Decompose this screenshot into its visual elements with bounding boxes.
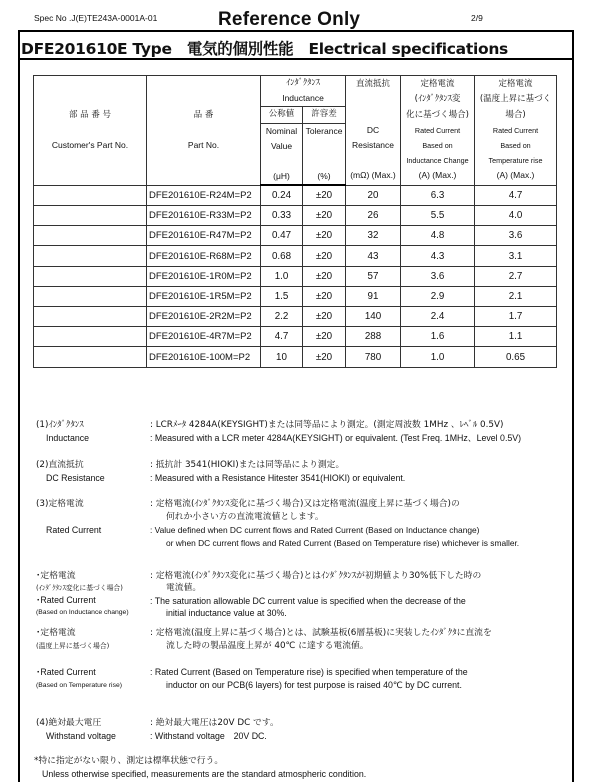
rated-current-inductance-header-en3: Inductance Change: [406, 156, 469, 166]
note2-label-ja: (2)直流抵抗: [36, 460, 84, 470]
dc-resistance-cell: 26: [346, 206, 401, 226]
tolerance-cell: ±20: [303, 185, 346, 205]
tolerance-cell: ±20: [303, 347, 346, 367]
nominal-inductance-cell: 1.5: [261, 286, 303, 306]
note7-text-ja: : 絶対最大電圧は20V DC です。: [150, 718, 279, 728]
nominal-inductance-cell: 2.2: [261, 307, 303, 327]
part-no-header: [147, 76, 261, 186]
part-number-cell: DFE201610E-R33M=P2: [147, 206, 261, 226]
note2-text-en: : Measured with a Resistance Hitester 3541(HIOKI) or equivalent.: [150, 473, 406, 483]
rated-current-inductance-unit: (A) (Max.): [418, 170, 457, 181]
note4-text-en1: : The saturation allowable DC current value is specified when the decrease of the: [150, 596, 466, 606]
part-number-cell: DFE201610E-4R7M=P2: [147, 327, 261, 347]
rated-current-inductance-cell: 4.3: [401, 246, 475, 266]
rated-current-inductance-header-en2: Based on: [422, 141, 453, 151]
rated-current-temperature-header: [475, 76, 557, 186]
note7-label-en: Withstand voltage: [46, 731, 116, 741]
rated-current-temperature-cell: 4.0: [475, 206, 557, 226]
footer-note-en: Unless otherwise specified, measurements are the standard atmospheric condition.: [42, 769, 367, 779]
tolerance-cell: ±20: [303, 246, 346, 266]
customer-part-cell: [34, 246, 147, 266]
dc-resistance-cell: 43: [346, 246, 401, 266]
note7-text-en: : Withstand voltage 20V DC.: [150, 731, 267, 741]
dc-resistance-unit: (mΩ) (Max.): [350, 170, 396, 181]
nominal-inductance-cell: 0.24: [261, 185, 303, 205]
electrical-spec-table: [33, 75, 557, 368]
note3-label-en: Rated Current: [46, 525, 102, 535]
dc-resistance-cell: 140: [346, 307, 401, 327]
nominal-header: [261, 123, 303, 185]
rated-current-inductance-cell: 6.3: [401, 185, 475, 205]
rated-current-temperature-cell: 2.1: [475, 286, 557, 306]
rated-current-temperature-header-ja-sub2: 場合): [505, 109, 526, 120]
rated-current-inductance-header-ja-sub2: 化に基づく場合): [406, 109, 469, 120]
part-number-cell: DFE201610E-1R5M=P2: [147, 286, 261, 306]
table-row: [34, 185, 557, 205]
note6-text-en2: inductor on our PCB(6 layers) for test purpose is raised 40℃ by DC current.: [166, 680, 462, 690]
inductance-header-ja: ｲﾝﾀﾞｸﾀﾝｽ: [285, 78, 320, 88]
rated-current-temperature-cell: 1.1: [475, 327, 557, 347]
note2-text-ja: : 抵抗計 3541(HIOKI)または同等品により測定。: [150, 460, 345, 470]
customer-part-header: [34, 76, 147, 186]
dc-resistance-cell: 91: [346, 286, 401, 306]
customer-part-cell: [34, 226, 147, 246]
customer-part-cell: [34, 307, 147, 327]
dc-resistance-cell: 780: [346, 347, 401, 367]
footer-note-ja: *特に指定がない限り、測定は標準状態で行う。: [34, 756, 224, 766]
table-row: [34, 226, 557, 246]
note6-label-en-sub: (Based on Temperature rise): [36, 682, 123, 689]
table-row: [34, 347, 557, 367]
tolerance-header-ja: [303, 107, 346, 123]
note6-label-en: ･Rated Current: [36, 667, 96, 677]
nominal-unit: (μH): [273, 171, 290, 182]
rated-current-inductance-cell: 2.4: [401, 307, 475, 327]
customer-part-header-en: Customer's Part No.: [51, 139, 129, 150]
part-number-cell: DFE201610E-R68M=P2: [147, 246, 261, 266]
note3-text-en1: : Value defined when DC current flows and Rated Current (Based on Inductance change): [150, 525, 480, 535]
tolerance-header-ja-text: 許容差: [311, 109, 337, 120]
table-row: [34, 286, 557, 306]
rated-current-temperature-cell: 4.7: [475, 185, 557, 205]
note5-text-ja2: 流した時の製品温度上昇が 40℃ に達する電流値。: [166, 641, 369, 651]
rated-current-inductance-cell: 4.8: [401, 226, 475, 246]
part-number-cell: DFE201610E-R47M=P2: [147, 226, 261, 246]
note6-text-en1: : Rated Current (Based on Temperature rise) is specified when temperature of the: [150, 667, 468, 677]
rated-current-inductance-header-ja-sub1: (ｲﾝﾀﾞｸﾀﾝｽ変: [414, 94, 461, 105]
nominal-inductance-cell: 0.47: [261, 226, 303, 246]
part-number-cell: DFE201610E-2R2M=P2: [147, 307, 261, 327]
tolerance-cell: ±20: [303, 307, 346, 327]
rated-current-inductance-cell: 1.6: [401, 327, 475, 347]
nominal-inductance-cell: 0.33: [261, 206, 303, 226]
dc-resistance-header-ja: 直流抵抗: [355, 79, 390, 90]
rated-current-inductance-cell: 5.5: [401, 206, 475, 226]
title-rule: [18, 58, 574, 60]
dc-resistance-cell: 57: [346, 266, 401, 286]
document-title: DFE201610E Type 電気的個別性能 Electrical specifications: [21, 40, 508, 58]
customer-part-cell: [34, 327, 147, 347]
tolerance-cell: ±20: [303, 226, 346, 246]
tolerance-cell: ±20: [303, 286, 346, 306]
note4-label-en: ･Rated Current: [36, 595, 96, 605]
rated-current-inductance-cell: 1.0: [401, 347, 475, 367]
table-row: [34, 327, 557, 347]
part-no-header-en: Part No.: [187, 139, 220, 150]
dc-resistance-cell: 20: [346, 185, 401, 205]
tolerance-cell: ±20: [303, 206, 346, 226]
rated-current-temperature-header-ja-sub1: (温度上昇に基づく: [479, 94, 552, 105]
rated-current-temperature-cell: 0.65: [475, 347, 557, 367]
note4-text-ja2: 電流値。: [166, 583, 202, 593]
dc-resistance-header: [346, 76, 401, 186]
tolerance-header-en: Tolerance: [305, 125, 343, 136]
customer-part-cell: [34, 206, 147, 226]
part-no-header-ja: 品 番: [193, 109, 214, 120]
rated-current-temperature-header-en3: Temperature rise: [488, 156, 543, 166]
note1-label-ja: (1)ｲﾝﾀﾞｸﾀﾝｽ: [36, 420, 84, 430]
note4-label-ja-sub: (ｲﾝﾀﾞｸﾀﾝｽ変化に基づく場合): [36, 584, 123, 592]
rated-current-temperature-header-en1: Rated Current: [492, 125, 539, 135]
reference-only-heading: Reference Only: [218, 9, 361, 30]
dc-resistance-cell: 288: [346, 327, 401, 347]
dc-resistance-cell: 32: [346, 226, 401, 246]
note7-label-ja: (4)絶対最大電圧: [36, 718, 102, 728]
note1-text-ja: : LCRﾒｰﾀ 4284A(KEYSIGHT)または同等品により測定。(測定周波数 1MHz 、ﾚﾍﾞﾙ 0.5V): [150, 420, 504, 430]
note3-label-ja: (3)定格電流: [36, 499, 84, 509]
table-row: [34, 266, 557, 286]
page-number: 2/9: [471, 13, 483, 23]
part-number-cell: DFE201610E-R24M=P2: [147, 185, 261, 205]
note3-text-ja1: : 定格電流(ｲﾝﾀﾞｸﾀﾝｽ変化に基づく場合)又は定格電流(温度上昇に基づく場合)の: [150, 499, 460, 509]
table-row: [34, 307, 557, 327]
nominal-header-en2: Value: [270, 140, 293, 151]
rated-current-temperature-cell: 3.1: [475, 246, 557, 266]
rated-current-temperature-cell: 2.7: [475, 266, 557, 286]
spec-number: Spec No .J(E)TE243A-0001A-01: [34, 13, 158, 23]
note5-label-ja-sub: (温度上昇に基づく場合): [36, 642, 110, 650]
dc-resistance-header-en2: Resistance: [351, 140, 395, 151]
note1-text-en: : Measured with a LCR meter 4284A(KEYSIGHT) or equivalent. (Test Freq. 1MHz、Level 0.5V): [150, 433, 522, 443]
rated-current-inductance-header: [401, 76, 475, 186]
customer-part-cell: [34, 347, 147, 367]
nominal-inductance-cell: 0.68: [261, 246, 303, 266]
rated-current-inductance-cell: 2.9: [401, 286, 475, 306]
rated-current-temperature-unit: (A) (Max.): [496, 170, 535, 181]
part-number-cell: DFE201610E-1R0M=P2: [147, 266, 261, 286]
note4-text-ja1: : 定格電流(ｲﾝﾀﾞｸﾀﾝｽ変化に基づく場合)とはｲﾝﾀﾞｸﾀﾝｽが初期値より30%低下した時の: [150, 571, 482, 581]
rated-current-temperature-cell: 3.6: [475, 226, 557, 246]
tolerance-cell: ±20: [303, 327, 346, 347]
inductance-header: [261, 76, 346, 107]
note5-label-ja: ･定格電流: [36, 628, 76, 638]
note4-label-ja: ･定格電流: [36, 571, 76, 581]
tolerance-unit: (%): [317, 171, 331, 182]
note5-text-ja1: : 定格電流(温度上昇に基づく場合)とは、試験基板(6層基板)に実装したｲﾝﾀﾞｸﾀに直流を: [150, 628, 492, 638]
note3-text-en2: or when DC current flows and Rated Current (Based on Temperature rise) whichever is smaller.: [166, 538, 520, 548]
rated-current-temperature-header-en2: Based on: [500, 141, 531, 151]
rated-current-inductance-cell: 3.6: [401, 266, 475, 286]
rated-current-temperature-cell: 1.7: [475, 307, 557, 327]
note3-text-ja2: 何れか小さい方の直流電流値とします。: [166, 512, 324, 522]
rated-current-inductance-header-en1: Rated Current: [414, 125, 461, 135]
note1-label-en: Inductance: [46, 433, 90, 443]
rated-current-temperature-header-ja: 定格電流: [498, 79, 533, 90]
tolerance-cell: ±20: [303, 266, 346, 286]
customer-part-header-ja: 部 品 番 号: [68, 109, 112, 120]
tolerance-header: [303, 123, 346, 185]
note4-text-en2: initial inductance value at 30%.: [166, 608, 287, 618]
customer-part-cell: [34, 286, 147, 306]
nominal-inductance-cell: 10: [261, 347, 303, 367]
inductance-header-en: Inductance: [282, 93, 324, 104]
note2-label-en: DC Resistance: [46, 473, 105, 483]
table-row: [34, 246, 557, 266]
nominal-header-ja-text: 公称値: [268, 109, 295, 120]
note4-label-en-sub: (Based on Inductance change): [36, 609, 129, 616]
customer-part-cell: [34, 266, 147, 286]
nominal-header-ja: [261, 107, 303, 123]
nominal-header-en1: Nominal: [265, 125, 298, 136]
nominal-inductance-cell: 4.7: [261, 327, 303, 347]
nominal-inductance-cell: 1.0: [261, 266, 303, 286]
dc-resistance-header-en1: DC: [366, 124, 380, 135]
rated-current-inductance-header-ja: 定格電流: [420, 79, 455, 90]
part-number-cell: DFE201610E-100M=P2: [147, 347, 261, 367]
table-row: [34, 206, 557, 226]
customer-part-cell: [34, 185, 147, 205]
